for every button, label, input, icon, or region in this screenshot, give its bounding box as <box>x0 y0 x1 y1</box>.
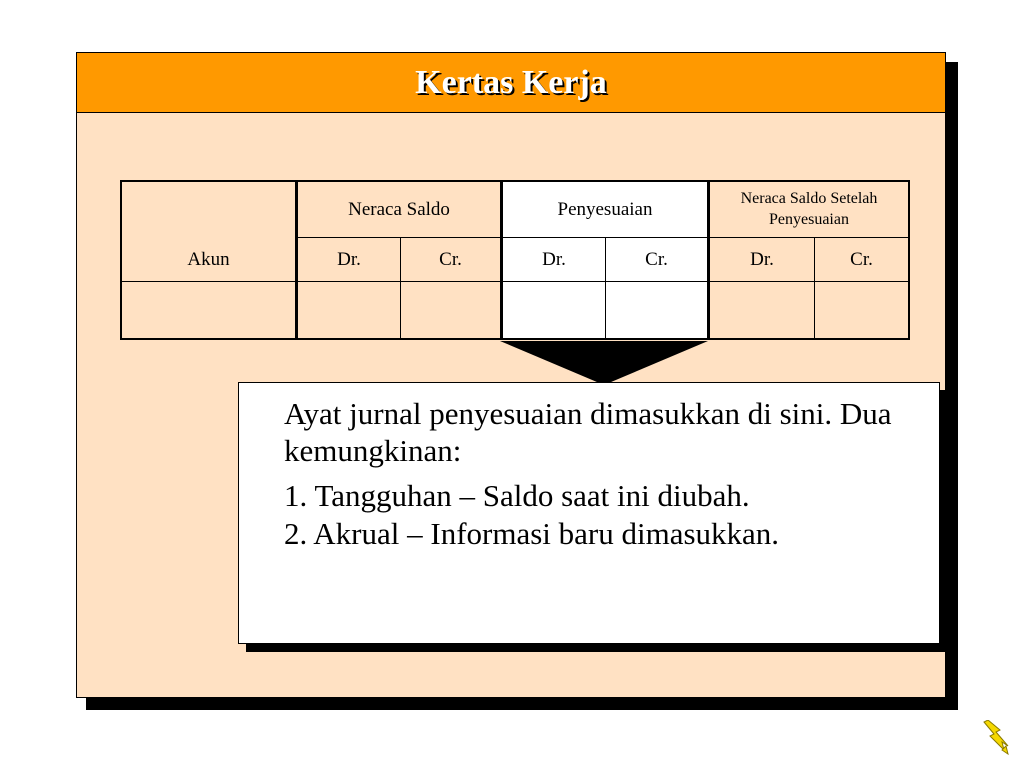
callout-item-accrual: 2. Akrual – Informasi baru dimasukkan. <box>284 515 780 551</box>
down-arrow-icon <box>500 341 708 385</box>
column-header-credit: Cr. <box>439 248 462 270</box>
table-divider <box>120 281 910 282</box>
callout-item-deferral: 1. Tangguhan – Saldo saat ini diubah. <box>284 478 750 514</box>
slide-title: Kertas Kerja <box>415 63 607 101</box>
group-header-adjusted-trial-balance: Neraca Saldo Setelah Penyesuaian <box>740 189 878 228</box>
column-header-debit: Dr. <box>337 248 361 270</box>
group-header-adjustments: Penyesuaian <box>557 198 653 220</box>
group-header-trial-balance: Neraca Saldo <box>348 198 450 220</box>
column-header-credit: Cr. <box>850 248 873 270</box>
column-header-credit: Cr. <box>645 248 668 270</box>
title-bar <box>77 53 945 113</box>
column-header-debit: Dr. <box>750 248 774 270</box>
worksheet-table <box>120 180 910 340</box>
callout-box <box>238 382 940 644</box>
callout-intro: Ayat jurnal penyesuaian dimasukkan di sini. Dua kemungkinan: <box>284 396 892 469</box>
column-header-debit: Dr. <box>542 248 566 270</box>
lightning-bolt-icon[interactable] <box>980 720 1010 756</box>
account-header: Akun <box>187 248 230 270</box>
